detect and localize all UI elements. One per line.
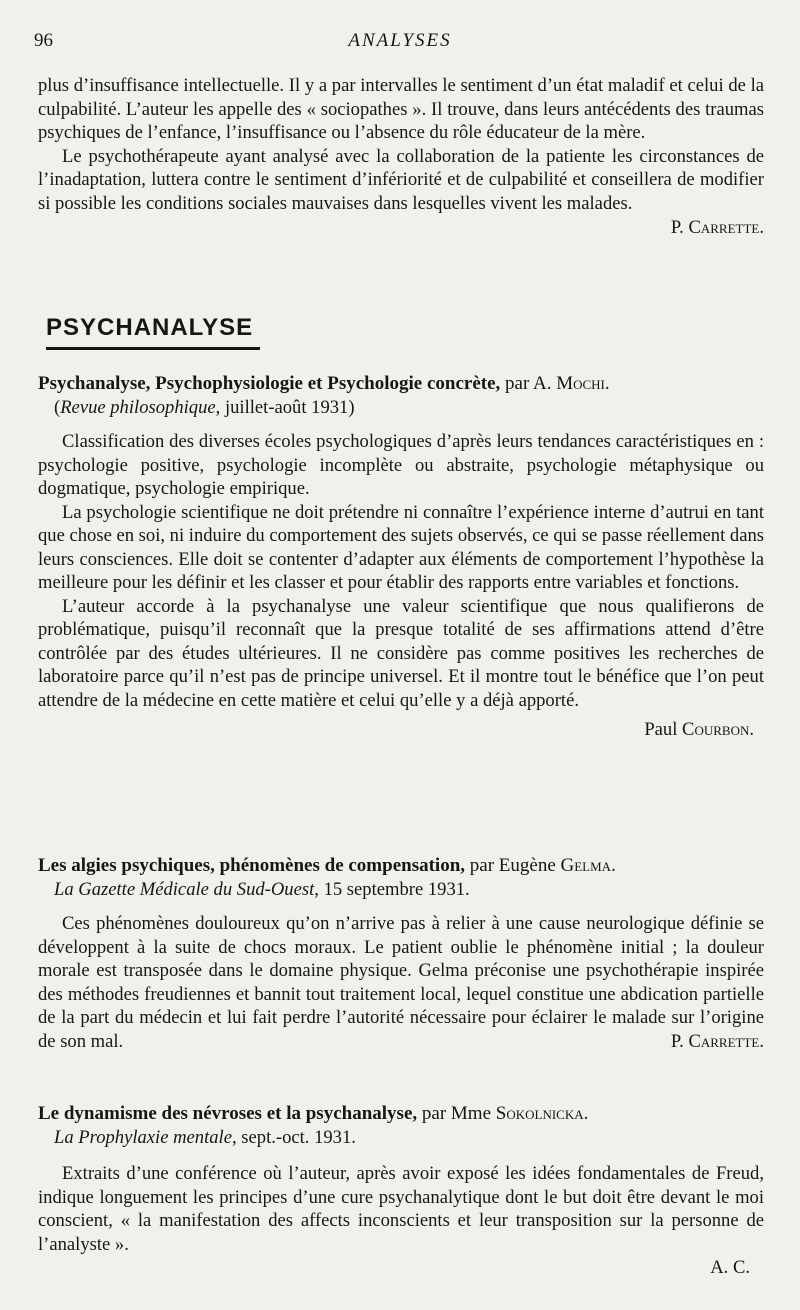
review-author: Mochi.	[556, 373, 610, 394]
review-title: Le dynamisme des névroses et la psychanalyse,	[38, 1103, 418, 1124]
signature-name: Carrette.	[688, 217, 764, 238]
running-title: ANALYSES	[348, 30, 452, 51]
publication-date: , sept.-oct. 1931.	[231, 1127, 356, 1148]
signature-first-name: Paul	[644, 719, 678, 740]
publication-date: , 15 septembre 1931.	[314, 879, 470, 900]
review-by: par Eugène	[469, 855, 556, 876]
review-title-line	[38, 1102, 764, 1126]
signature-initial: P.	[670, 1031, 684, 1052]
signature	[38, 1030, 764, 1054]
source-open: (	[54, 397, 61, 418]
review-author: Sokolnicka.	[495, 1103, 589, 1124]
review-author: Gelma.	[560, 855, 616, 876]
publication-date: , juillet-août 1931)	[215, 397, 355, 418]
section-heading: PSYCHANALYSE	[46, 314, 260, 350]
intro-review-continuation	[38, 74, 764, 240]
review-source	[38, 878, 764, 902]
review-source	[38, 1126, 764, 1150]
review-title-line	[38, 372, 764, 396]
running-header	[0, 28, 800, 56]
review-entry	[38, 854, 764, 1054]
paragraph: Classification des diverses écoles psychologiques d’après leurs tendances caractéristiques en : psychologie positive, psychologie incomplète ou abstraite, psychologie métaphysique ou dogmatique, psychologie empirique.	[38, 431, 764, 499]
signature-name: Carrette.	[688, 1031, 764, 1052]
review-entry	[38, 372, 764, 742]
review-by: par Mme	[421, 1103, 492, 1124]
signature	[38, 216, 764, 240]
paragraph: La psychologie scientifique ne doit prétendre ni connaître l’expérience interne d’autrui en tant que chose en soi, ni induire du comportement des sujets observés, ce qui se passe réellement dans leurs consciences. Elle doit se contenter d’adapter aux éléments de comportement l’hypothèse la meilleure pour les définir et les classer et pour établir des rapports entre variables et fonctions.	[38, 501, 764, 593]
review-by: par A.	[505, 373, 552, 394]
review-source	[38, 396, 764, 420]
signature	[38, 718, 764, 742]
review-title: Psychanalyse, Psychophysiologie et Psychologie concrète,	[38, 373, 501, 394]
review-title: Les algies psychiques, phénomènes de compensation,	[38, 855, 466, 876]
signature-name: Courbon.	[682, 719, 754, 740]
paragraph: Ces phénomènes douloureux qu’on n’arrive pas à relier à une cause neurologique définie se développent à la suite de chocs moraux. Le patient oublie le phénomène initial ; la douleur morale est transposée dans le domaine physique. Gelma préconise une psychothérapie inspirée des méthodes freudiennes et bannit tout traitement local, lequel constitue une abdication partielle de la part du médecin et lui fait perdre l’autorité nécessaire pour éclairer le malade sur l’origine de son mal.	[38, 913, 764, 1052]
signature-initial: P.	[670, 217, 684, 238]
paragraph: Extraits d’une conférence où l’auteur, après avoir exposé les idées fondamentales de Freud, indique longuement les principes d’une cure psychanalytique dont le but doit être devant le moi conscient, « la manifestation des affects inconscients et leur transposition sur la personne de l’analyste ».	[38, 1163, 764, 1255]
journal-name: Revue philosophique	[60, 397, 216, 418]
page-number: 96	[34, 30, 53, 51]
journal-name: La Gazette Médicale du Sud-Ouest	[54, 879, 315, 900]
paragraph: L’auteur accorde à la psychanalyse une valeur scientifique que nous qualifierons de problématique, puisqu’il reconnaît que la presque totalité de ses affirmations attend d’être contrôlée par des études ultérieures. Il ne considère pas comme positives les recherches de laboratoire parce qu’il n’est pas de principe universel. Et il montre tout le bénéfice que l’on peut attendre de la médecine en cette matière et celui qu’elle y a déjà apporté.	[38, 595, 764, 711]
paragraph: Le psychothérapeute ayant analysé avec la collaboration de la patiente les circonstances de l’inadaptation, luttera contre le sentiment d’infériorité et de culpabilité et conseillera de modifier si possible les conditions sociales mauvaises dans lesquelles vivent les malades.	[38, 145, 764, 214]
journal-name: La Prophylaxie mentale	[54, 1127, 232, 1148]
review-entry	[38, 1102, 764, 1280]
signature: A. C.	[710, 1257, 750, 1278]
paragraph: plus d’insuffisance intellectuelle. Il y a par intervalles le sentiment d’un état maladif et celui de la culpabilité. L’auteur les appelle des « sociopathes ». Il trouve, dans leurs antécédents des traumas psychiques de l’enfance, l’insuffisance ou l’absence du rôle éducateur de la mère.	[38, 75, 764, 143]
review-title-line	[38, 854, 764, 878]
